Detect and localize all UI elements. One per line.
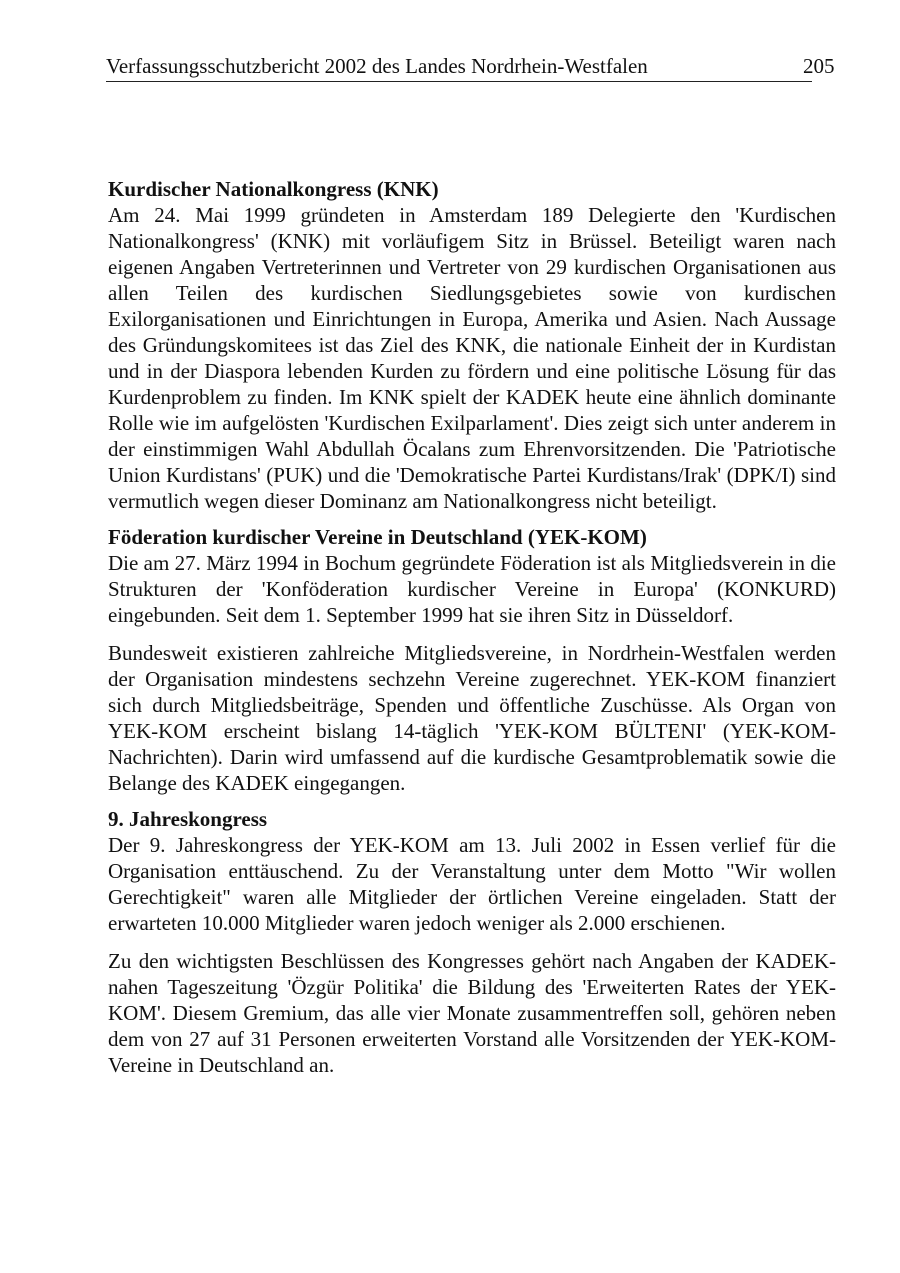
running-header-title: Verfassungsschutzbericht 2002 des Landes Nordrhein-Westfalen <box>106 54 648 78</box>
page-header <box>106 52 835 82</box>
paragraph: Am 24. Mai 1999 gründeten in Amsterdam 189 Delegierte den 'Kurdischen Nationalkongress' (KNK) mit vorläufigem Sitz in Brüssel. Beteiligt waren nach eigenen Angaben Vertreterinnen und Vertreter von 29 kurdischen Organisationen aus allen Teilen des kurdischen Siedlungsgebietes sowie von kurdischen Exilorganisationen und Einrichtungen in Europa, Amerika und Asien. Nach Aussage des Gründungskomitees ist das Ziel des KNK, die nationale Einheit der in Kurdistan und in der Diaspora lebenden Kurden zu fördern und eine politische Lösung für das Kurdenproblem zu finden. Im KNK spielt der KADEK heute eine ähnlich dominante Rolle wie im aufgelösten 'Kurdischen Exilparlament'. Dies zeigt sich unter anderem in der einstimmigen Wahl Abdullah Öcalans zum Ehrenvorsitzenden. Die 'Patriotische Union Kurdistans' (PUK) und die 'Demokratische Partei Kurdistans/Irak' (DPK/I) sind vermutlich wegen dieser Dominanz am Nationalkongress nicht beteiligt. <box>108 203 836 513</box>
section-jahreskongress <box>108 806 836 1078</box>
section-knk <box>108 176 836 514</box>
document-body <box>108 176 836 1078</box>
section-heading: Kurdischer Nationalkongress (KNK) <box>108 177 439 201</box>
paragraph: Zu den wichtigsten Beschlüssen des Kongresses gehört nach Angaben der KADEK-nahen Tageszeitung 'Özgür Politika' die Bildung des 'Erweiterten Rates der YEK-KOM'. Diesem Gremium, das alle vier Monate zusammentreffen soll, gehören neben dem von 27 auf 31 Personen erweiterten Vorstand alle Vorsitzenden der YEK-KOM-Vereine in Deutschland an. <box>108 949 836 1077</box>
section-heading: 9. Jahreskongress <box>108 807 268 831</box>
paragraph: Die am 27. März 1994 in Bochum gegründete Föderation ist als Mitgliedsverein in die Strukturen der 'Konföderation kurdischer Vereine in Europa' (KONKURD) eingebunden. Seit dem 1. September 1999 hat sie ihren Sitz in Düsseldorf. <box>108 551 836 627</box>
page-number: 205 <box>803 54 835 78</box>
paragraph: Der 9. Jahreskongress der YEK-KOM am 13. Juli 2002 in Essen verlief für die Organisation enttäuschend. Zu der Veranstaltung unter dem Motto "Wir wollen Gerechtigkeit" waren alle Mitglieder der örtlichen Vereine eingeladen. Statt der erwarteten 10.000 Mitglieder waren jedoch weniger als 2.000 erschienen. <box>108 833 836 935</box>
paragraph: Bundesweit existieren zahlreiche Mitgliedsvereine, in Nordrhein-Westfalen werden der Organisation mindestens sechzehn Vereine zugerechnet. YEK-KOM finanziert sich durch Mitgliedsbeiträge, Spenden und öffentliche Zuschüsse. Als Organ von YEK-KOM erscheint bislang 14-täglich 'YEK-KOM BÜLTENI' (YEK-KOM-Nachrichten). Darin wird umfassend auf die kurdische Gesamtproblematik sowie die Belange des KADEK eingegangen. <box>108 641 836 795</box>
section-heading: Föderation kurdischer Vereine in Deutschland (YEK-KOM) <box>108 525 647 549</box>
section-yek-kom <box>108 524 836 796</box>
